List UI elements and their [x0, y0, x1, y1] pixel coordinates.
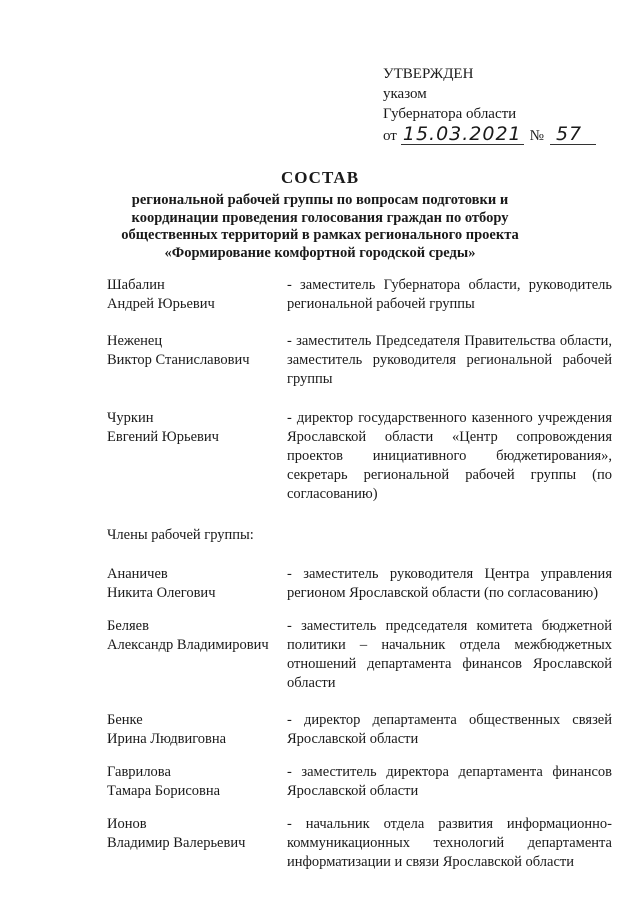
- member-name: [107, 617, 287, 693]
- member-role: - директор государственного казенного учреждения Ярославской области «Центр сопровождения проектов инициативного бюджетирования», секретарь региональной рабочей группы (по согласованию): [287, 410, 612, 502]
- member-row: [107, 276, 617, 314]
- member-last-name: Ионов: [107, 816, 147, 832]
- member-name: [107, 409, 287, 504]
- member-name: [107, 815, 287, 872]
- handwritten-date: 15.03.2021: [402, 123, 522, 145]
- member-last-name: Чуркин: [107, 410, 154, 426]
- member-first-name: Никита Олегович: [107, 585, 216, 601]
- number-sign: №: [529, 128, 544, 144]
- member-row: [107, 565, 617, 603]
- member-row: [107, 409, 617, 504]
- document-title: СОСТАВ: [280, 168, 360, 187]
- member-first-name: Андрей Юрьевич: [107, 296, 215, 312]
- approval-date-number: [383, 124, 596, 146]
- member-role: - заместитель директора департамента финансов Ярославской области: [287, 764, 612, 799]
- member-last-name: Бенке: [107, 712, 143, 728]
- member-first-name: Виктор Станиславович: [107, 352, 250, 368]
- approval-issuer: Губернатора области: [383, 106, 517, 122]
- approval-stamp: [383, 64, 596, 146]
- member-row: [107, 815, 617, 872]
- members-section-label: Члены рабочей группы:: [107, 527, 254, 543]
- approval-heading: УТВЕРЖДЕН: [383, 66, 474, 82]
- member-first-name: Евгений Юрьевич: [107, 429, 219, 445]
- document-title-block: [100, 168, 540, 262]
- member-name: [107, 332, 287, 389]
- member-last-name: Неженец: [107, 333, 163, 349]
- member-role: - заместитель руководителя Центра управления регионом Ярославской области (по согласованию): [287, 566, 612, 601]
- handwritten-number: 57: [550, 124, 596, 145]
- member-last-name: Ананичев: [107, 566, 168, 582]
- member-first-name: Тамара Борисовна: [107, 783, 221, 799]
- member-name: [107, 711, 287, 749]
- composition-list: [107, 276, 617, 872]
- member-name: [107, 565, 287, 603]
- member-name: [107, 763, 287, 801]
- member-role: - заместитель Губернатора области, руководитель региональной рабочей группы: [287, 277, 612, 312]
- member-first-name: Ирина Людвиговна: [107, 731, 227, 747]
- approval-act-type: указом: [383, 86, 427, 102]
- member-row: [107, 711, 617, 749]
- document-subtitle: региональной рабочей группы по вопросам подготовки и координации проведения голосования граждан по отбору общественных территорий в рамках регионального проекта «Формирование комфортной городской среды»: [121, 192, 519, 261]
- member-row: [107, 332, 617, 389]
- member-name: [107, 276, 287, 314]
- member-first-name: Владимир Валерьевич: [107, 835, 246, 851]
- member-role: - заместитель председателя комитета бюджетной политики – начальник отдела межбюджетных отношений департамента финансов Ярославской области: [287, 618, 612, 691]
- member-role: - заместитель Председателя Правительства области, заместитель руководителя региональной рабочей группы: [287, 333, 612, 387]
- date-prefix: от: [383, 128, 397, 144]
- member-row: [107, 617, 617, 693]
- member-last-name: Шабалин: [107, 277, 165, 293]
- member-row: [107, 763, 617, 801]
- member-last-name: Беляев: [107, 618, 149, 634]
- member-last-name: Гаврилова: [107, 764, 171, 780]
- member-first-name: Александр Владимирович: [107, 637, 269, 653]
- member-role: - начальник отдела развития информационно-коммуникационных технологий департамента информатизации и связи Ярославской области: [287, 816, 612, 870]
- member-role: - директор департамента общественных связей Ярославской области: [287, 712, 612, 747]
